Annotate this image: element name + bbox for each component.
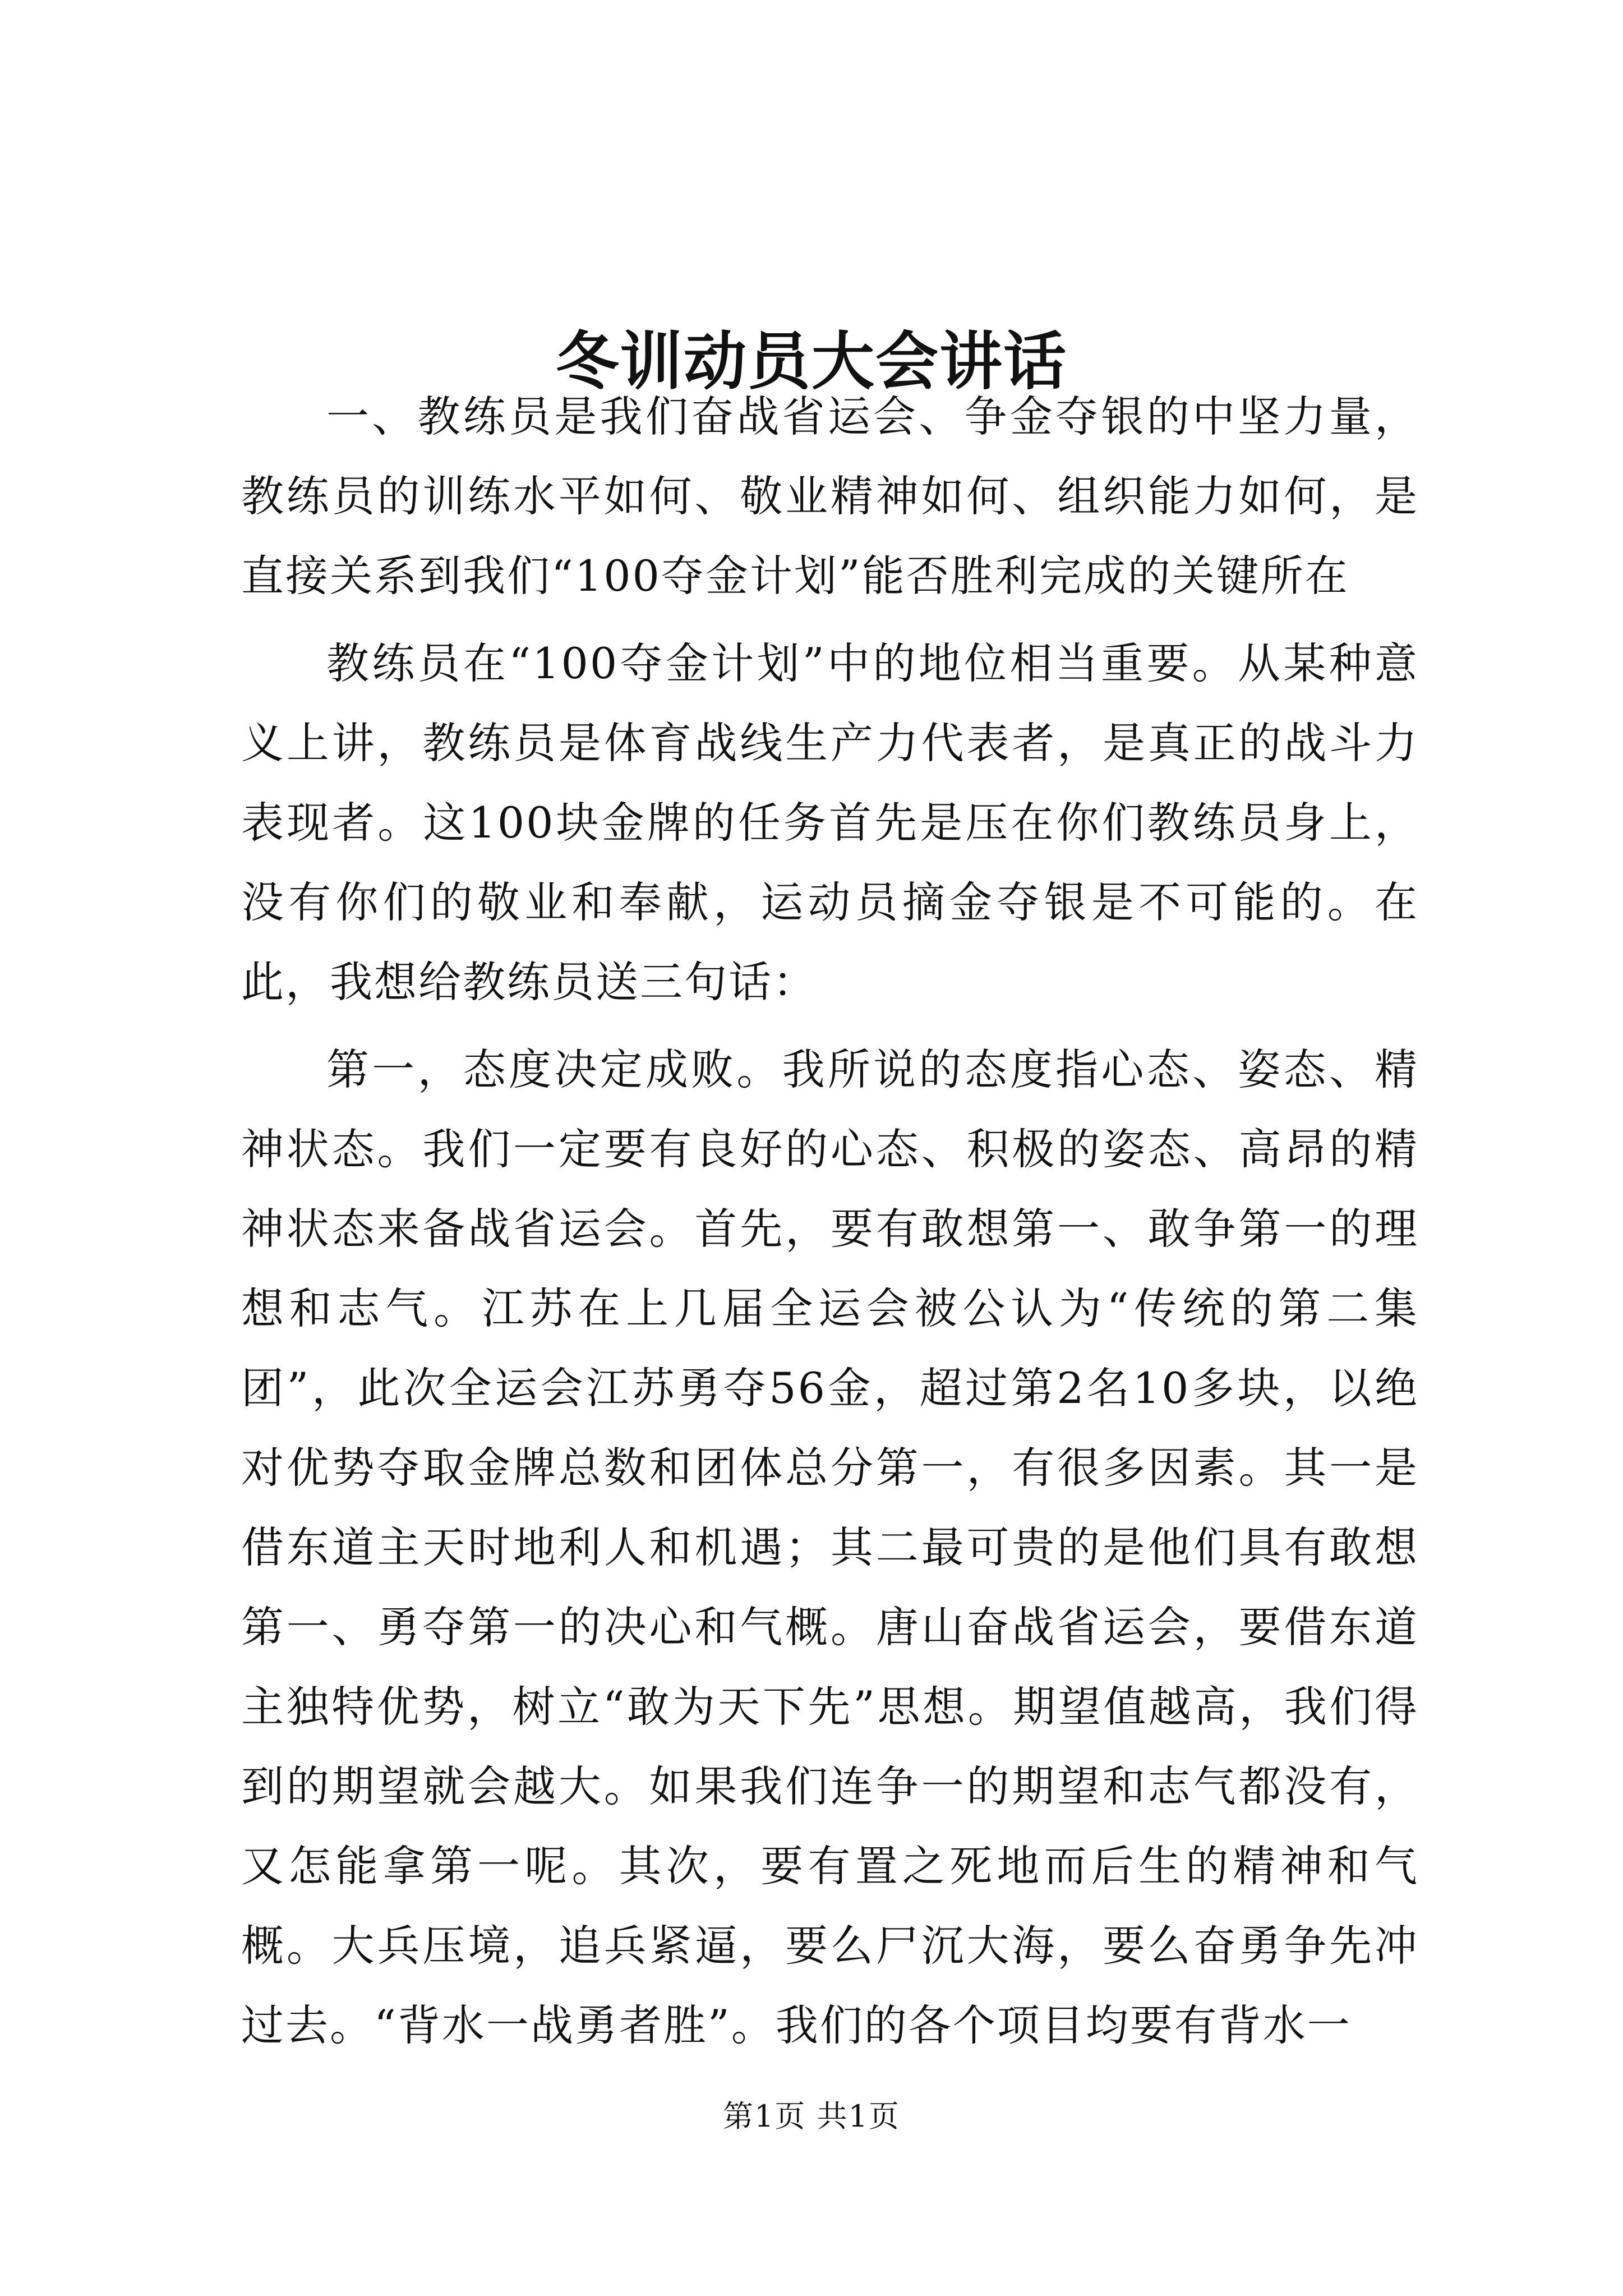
paragraph-1: 一、教练员是我们奋战省运会、争金夺银的中坚力量，教练员的训练水平如何、敬业精神如何、组织能力如何，是直接关系到我们“100夺金计划”能否胜利完成的关键所在 xyxy=(241,392,1419,601)
document-body xyxy=(241,377,1419,2065)
document-title: 冬训动员大会讲话 xyxy=(556,325,1067,399)
page-footer: 第1页 共1页 xyxy=(723,2099,900,2134)
paragraph-2: 教练员在“100夺金计划”中的地位相当重要。从某种意义上讲，教练员是体育战线生产力代表者，是真正的战斗力表现者。这100块金牌的任务首先是压在你们教练员身上，没有你们的敬业和奉献，运动员摘金夺银是不可能的。在此，我想给教练员送三句话： xyxy=(241,638,1419,1007)
paragraph-3: 第一，态度决定成败。我所说的态度指心态、姿态、精神状态。我们一定要有良好的心态、积极的姿态、高昂的精神状态来备战省运会。首先，要有敢想第一、敢争第一的理想和志气。江苏在上几届全运会被公认为“传统的第二集团”，此次全运会江苏勇夺56金，超过第2名10多块，以绝对优势夺取金牌总数和团体总分第一，有很多因素。其一是借东道主天时地利人和机遇；其二最可贵的是他们具有敢想第一、勇夺第一的决心和气概。唐山奋战省运会，要借东道主独特优势，树立“敢为天下先”思想。期望值越高，我们得到的期望就会越大。如果我们连争一的期望和志气都没有，又怎能拿第一呢。其次，要有置之死地而后生的精神和气概。大兵压境，追兵紧逼，要么尸沉大海，要么奋勇争先冲过去。“背水一战勇者胜”。我们的各个项目均要有背水一 xyxy=(241,1045,1419,2050)
